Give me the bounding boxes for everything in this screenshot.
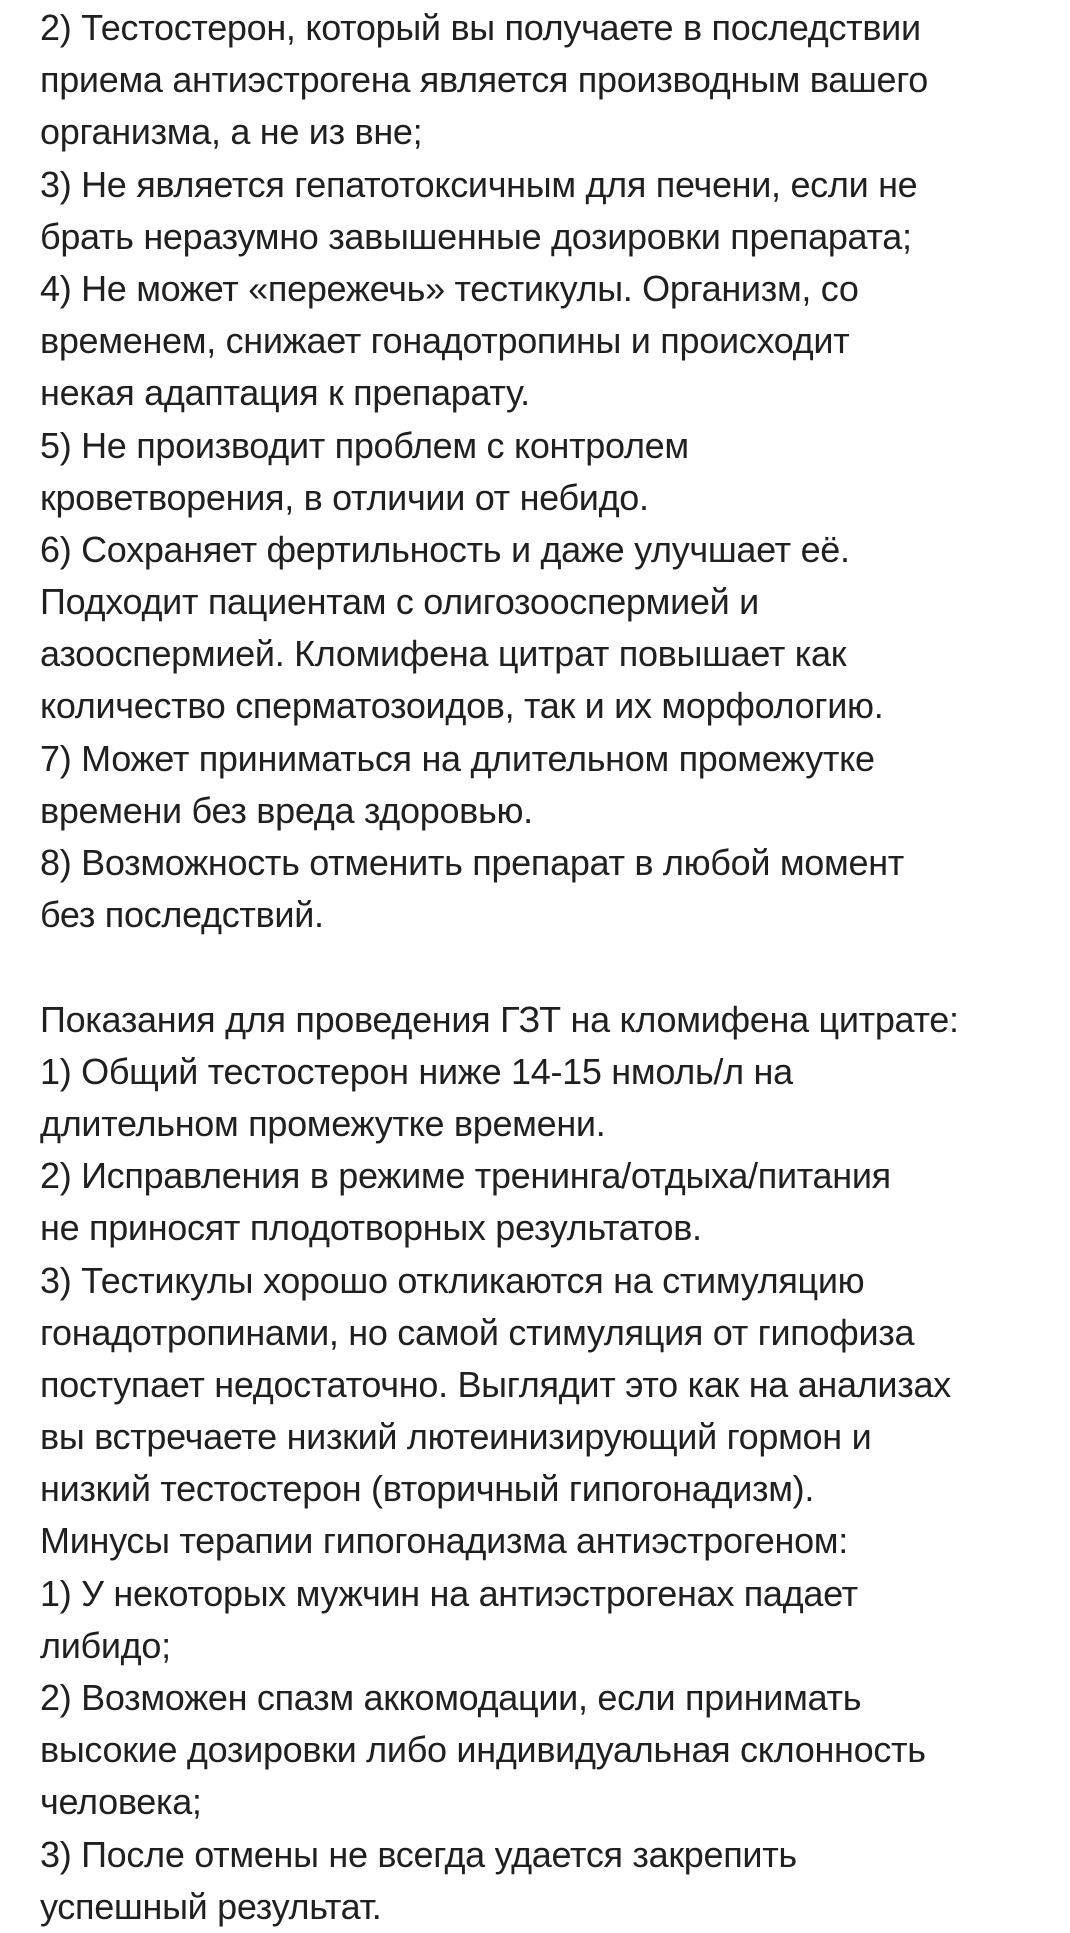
text-line: успешный результат. <box>40 1885 382 1927</box>
text-line: без последствий. <box>40 894 324 936</box>
text-line: человека; <box>40 1781 202 1823</box>
text-line: 2) Исправления в режиме тренинга/отдыха/питания <box>40 1155 891 1197</box>
text-line: 2) Возможен спазм аккомодации, если принимать <box>40 1677 862 1718</box>
text-line: Подходит пациентам с олигозооспермией и <box>40 581 759 623</box>
text-line: гонадотропинами, но самой стимуляция от гипофиза <box>40 1311 915 1353</box>
text-line: некая адаптация к препарату. <box>40 372 530 414</box>
text-line: кроветворения, в отличии от небидо. <box>40 476 649 518</box>
text-line: либидо; <box>40 1624 171 1666</box>
text-line: 2) Тестостерон, который вы получаете в последствии <box>40 7 921 48</box>
text-line: времени без вреда здоровью. <box>40 789 533 831</box>
text-line: организма, а не из вне; <box>40 111 423 153</box>
text-line: 3) После отмены не всегда удается закрепить <box>40 1833 797 1875</box>
text-line: 3) Не является гепатотоксичным для печени, если не <box>40 163 918 205</box>
text-line: 3) Тестикулы хорошо откликаются на стимуляцию <box>40 1259 865 1301</box>
blank-line <box>40 941 1070 993</box>
text-line: 8) Возможность отменить препарат в любой момент <box>40 842 904 883</box>
text-line: брать неразумно завышенные дозировки препарата; <box>40 215 912 257</box>
text-line: 5) Не производит проблем с контролем <box>40 424 689 466</box>
text-line: низкий тестостерон (вторичный гипогонадизм). <box>40 1468 815 1510</box>
text-line: временем, снижает гонадотропины и происходит <box>40 320 850 362</box>
text-line: высокие дозировки либо индивидуальная склонность <box>40 1729 926 1771</box>
text-line: 7) Может приниматься на длительном промежутке <box>40 737 875 779</box>
text-line: азооспермией. Кломифена цитрат повышает как <box>40 633 847 675</box>
text-line: количество сперматозоидов, так и их морфологию. <box>40 685 884 727</box>
text-line: вы встречаете низкий лютеинизирующий гормон и <box>40 1416 872 1458</box>
text-line: Показания для проведения ГЗТ на кломифена цитрате: <box>40 998 959 1040</box>
text-line: 4) Не может «пережечь» тестикулы. Организм, со <box>40 267 859 309</box>
text-line: длительном промежутке времени. <box>40 1102 606 1144</box>
text-line: Минусы терапии гипогонадизма антиэстрогеном: <box>40 1520 848 1562</box>
text-line: не приносят плодотворных результатов. <box>40 1207 702 1249</box>
text-line: 1) У некоторых мужчин на антиэстрогенах падает <box>40 1572 858 1614</box>
text-line: 1) Общий тестостерон ниже 14-15 нмоль/л на <box>40 1050 793 1092</box>
text-line: приема антиэстрогена является производным вашего <box>40 59 929 101</box>
text-line: 6) Сохраняет фертильность и даже улучшает её. <box>40 528 850 570</box>
text-line: поступает недостаточно. Выглядит это как на анализах <box>40 1363 951 1405</box>
